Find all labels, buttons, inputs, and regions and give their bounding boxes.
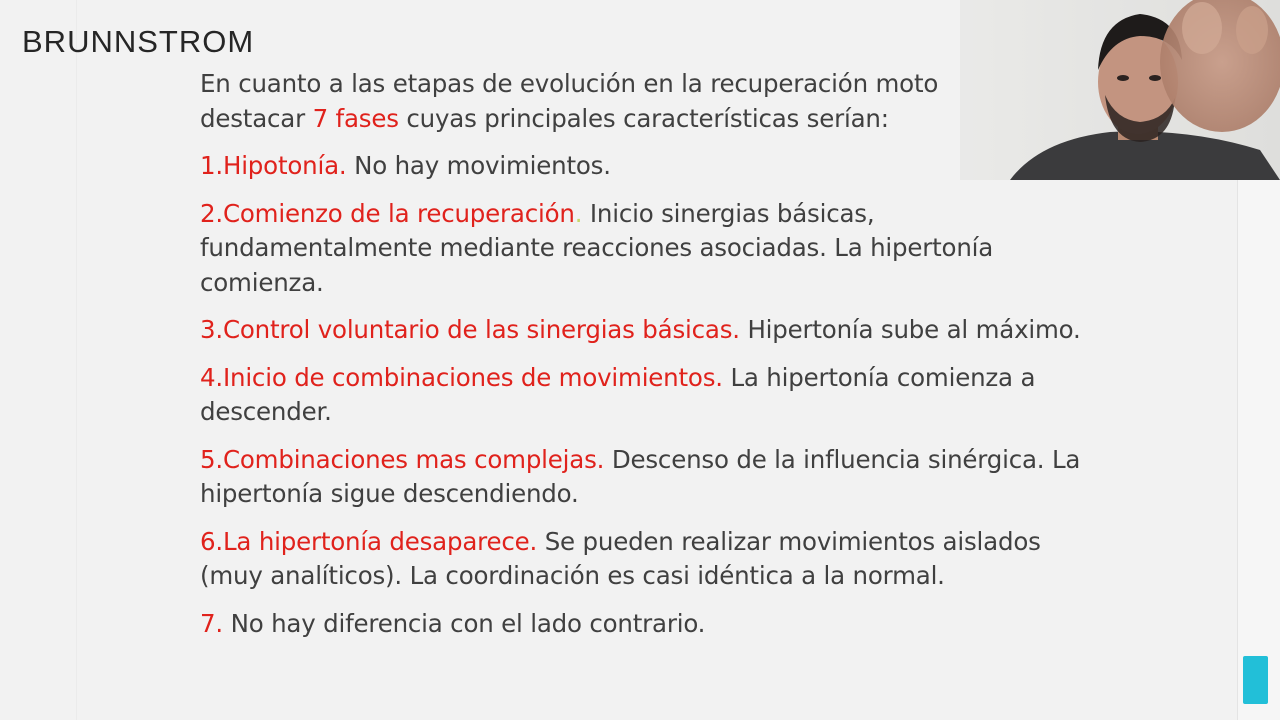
phase-title: 7.: [200, 608, 223, 638]
intro-highlight: 7 fases: [312, 103, 399, 133]
phase-title: 5.Combinaciones mas complejas.: [200, 444, 605, 474]
phase-title: 1.Hipotonía.: [200, 151, 347, 180]
phase-desc: Inicio sinergias básicas, fundamentalmente mediante reacciones asociadas. La hipertonía comienza.: [200, 198, 994, 297]
phase-item-6: [200, 525, 1100, 594]
webcam-overlay: [960, 0, 1280, 180]
phase-desc: Se pueden realizar movimientos aislados (muy analíticos). La coordinación es casi idéntica a la normal.: [200, 526, 1041, 590]
intro-line-1: En cuanto a las etapas de evolución en la recuperación moto: [200, 69, 939, 98]
phase-item-4: [200, 361, 1100, 430]
slide-title: BRUNNSTROM: [22, 24, 255, 59]
intro-line-2-end: cuyas principales características serían:: [398, 103, 889, 133]
phase-item-2: [200, 197, 1100, 301]
intro-line-2-start: destacar: [200, 103, 313, 133]
phase-desc: No hay movimientos.: [346, 151, 611, 180]
phase-item-7: [200, 607, 1100, 642]
phase-desc: Hipertonía sube al máximo.: [739, 315, 1081, 344]
phase-desc: No hay diferencia con el lado contrario.: [222, 608, 706, 638]
phase-dot: .: [574, 198, 583, 228]
phase-item-3: [200, 313, 1100, 348]
phase-title: 3.Control voluntario de las sinergias básicas.: [200, 315, 740, 344]
scroll-handle[interactable]: [1243, 656, 1268, 704]
phase-desc: La hipertonía comienza a descender.: [200, 362, 1036, 426]
phase-title: 6.La hipertonía desaparece.: [200, 526, 538, 556]
phase-desc: Descenso de la influencia sinérgica. La hipertonía sigue descendiendo.: [200, 444, 1081, 508]
phase-item-5: [200, 443, 1100, 512]
phase-title: 2.Comienzo de la recuperación: [200, 198, 575, 228]
presenter-video-icon: [960, 0, 1280, 180]
margin-divider: [76, 0, 77, 720]
phase-title: 4.Inicio de combinaciones de movimientos.: [200, 362, 723, 392]
